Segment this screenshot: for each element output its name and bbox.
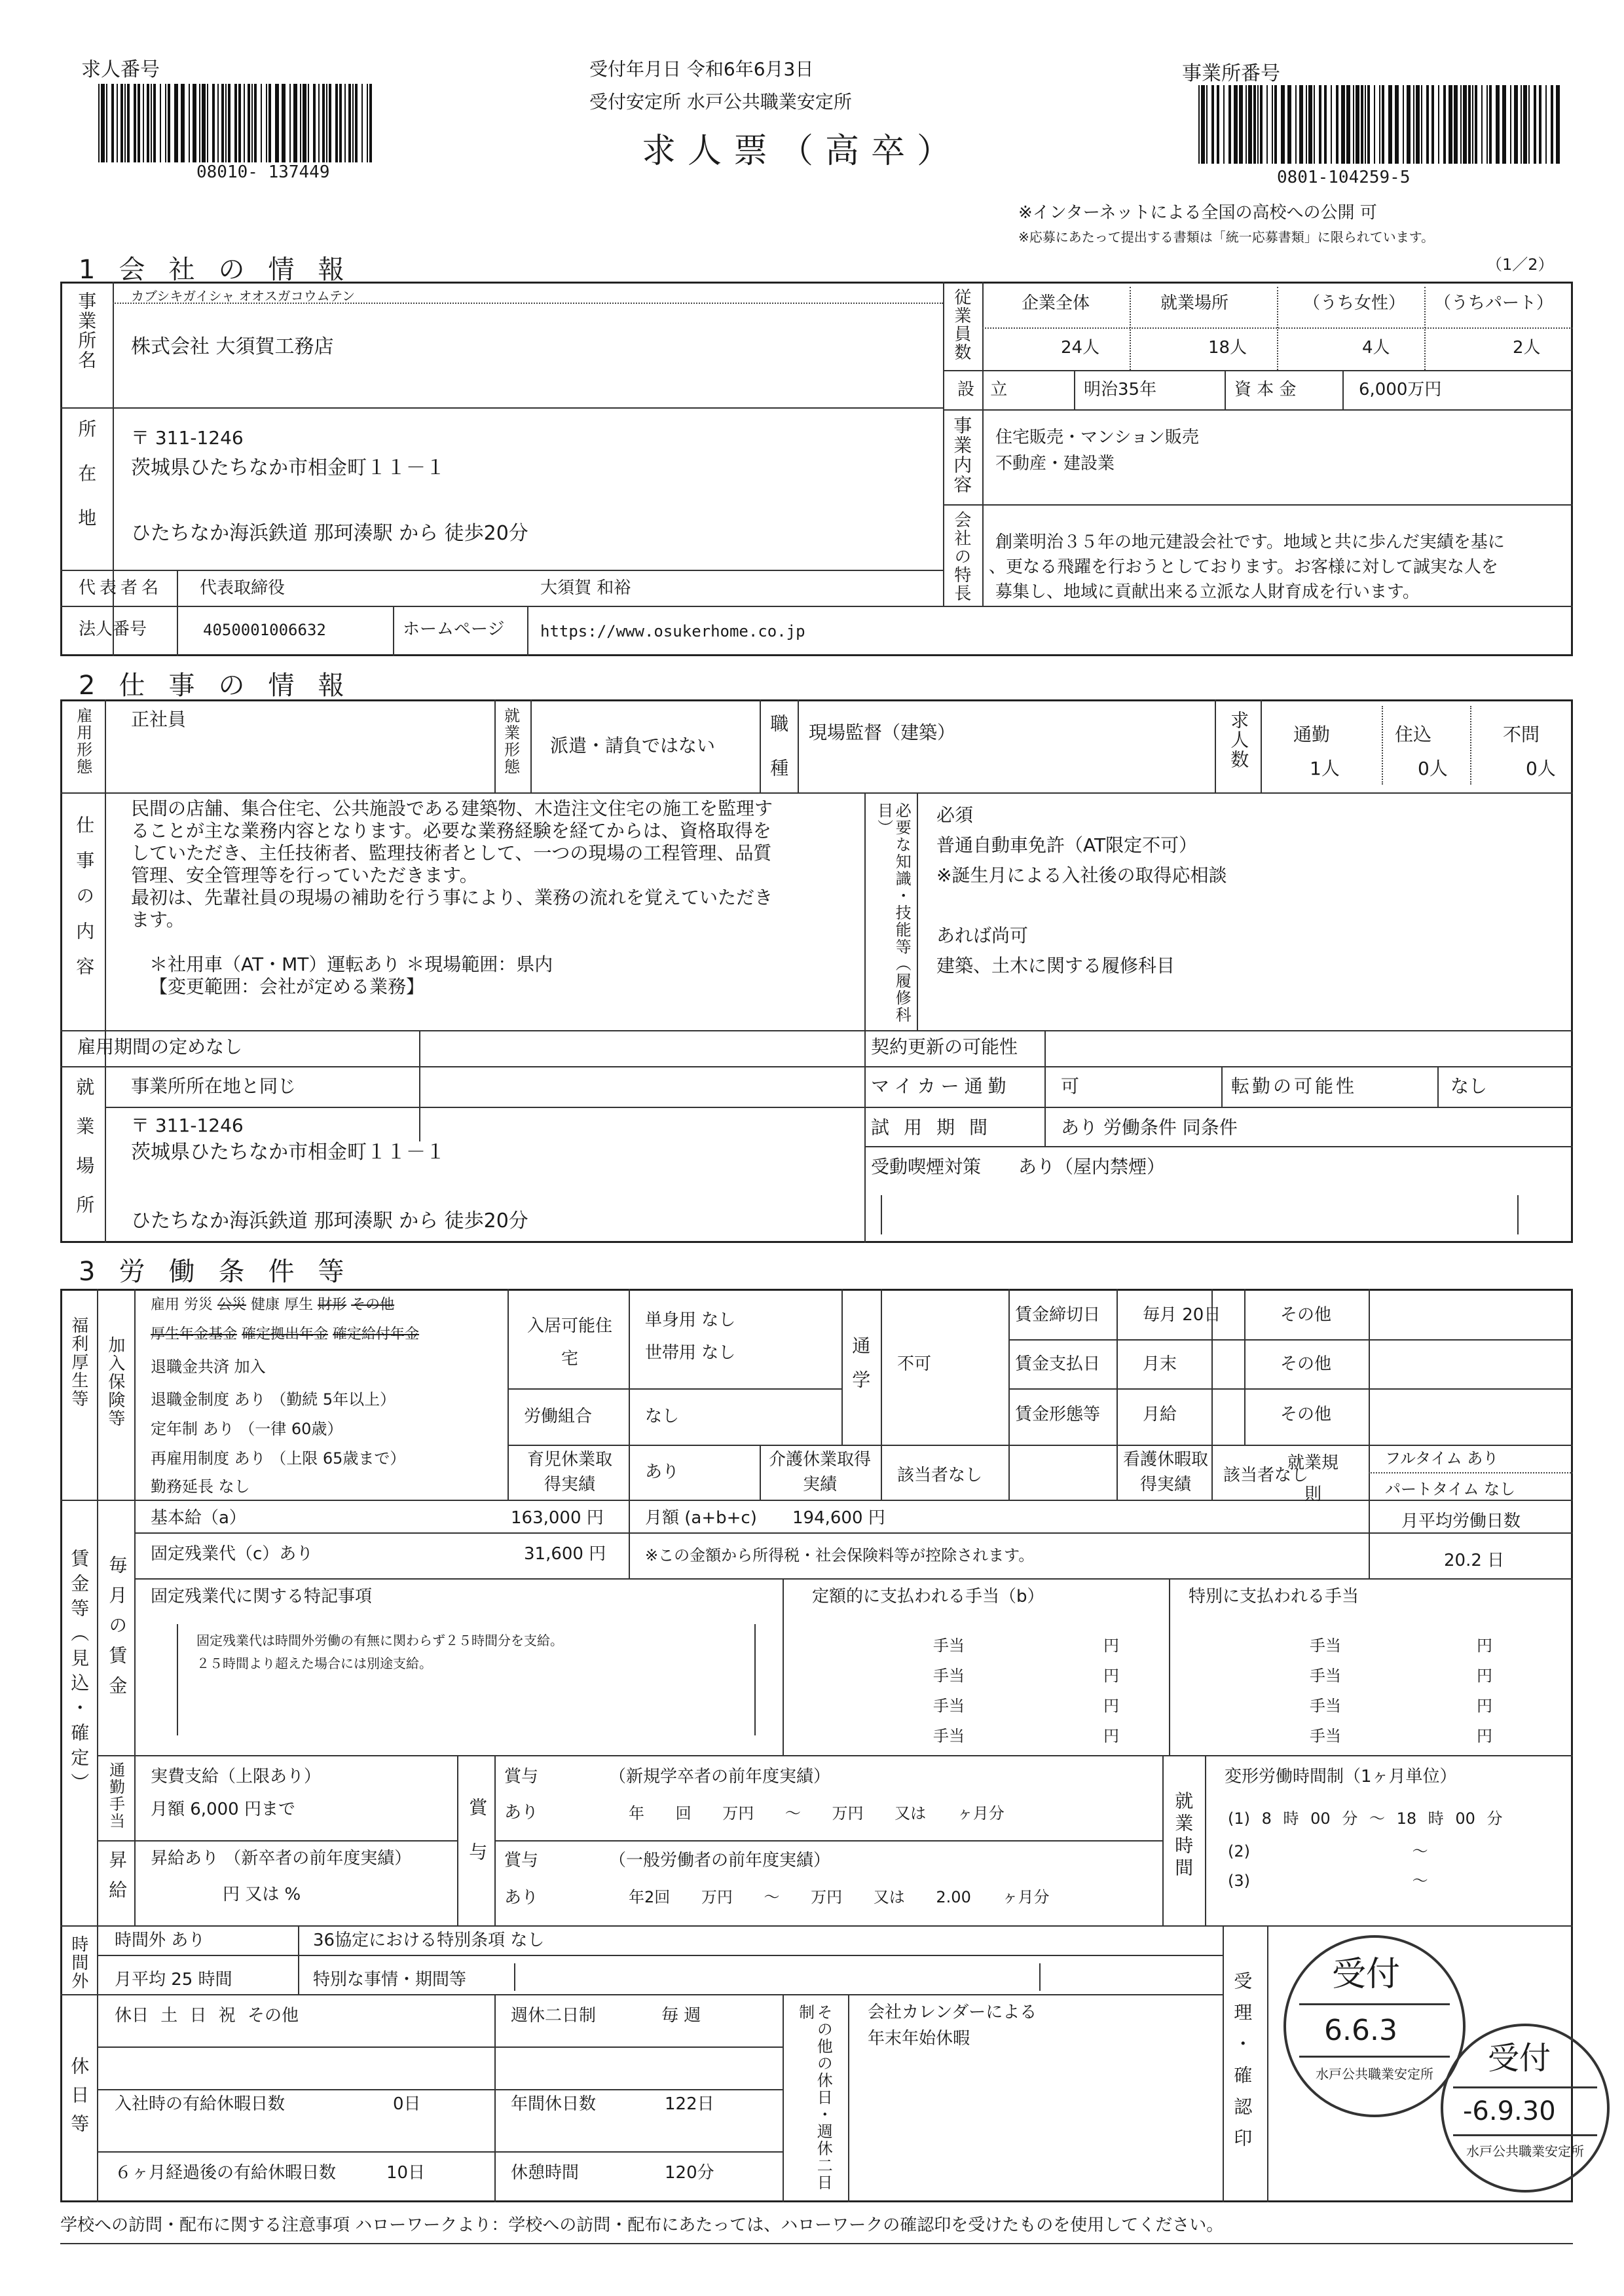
holidays: 休日 土 日 祝 その他: [115, 2006, 299, 2026]
workplace-postal: 〒 311-1246: [131, 1115, 244, 1136]
employment-type: 正社員: [131, 709, 187, 730]
address-label: 所在地: [75, 419, 98, 553]
company-access: ひたちなか海浜鉄道 那珂湊駅 から 徒歩20分: [131, 522, 528, 545]
smoking-note-bracket: [881, 1195, 1519, 1234]
skills-line: ※誕生月による入社後の取得応相談: [936, 864, 1227, 886]
welfare-label: 福利厚生等: [68, 1316, 88, 1408]
work-extension: 勤務延長 なし: [151, 1477, 250, 1496]
ins-rousai: 労災: [184, 1297, 213, 1313]
bonus-general-title: （一般労働者の前年度実績）: [609, 1851, 831, 1870]
bonus-new-status: あり: [504, 1803, 539, 1823]
stamp2-office: 水戸公共職業安定所: [1466, 2143, 1584, 2159]
ins-db: 確定給付年金: [333, 1326, 420, 1342]
emp-value-female: 4人: [1362, 338, 1390, 358]
job-number: 08010- 137449: [196, 162, 330, 182]
workplace: 事業所所在地と同じ: [131, 1075, 297, 1097]
emp-value-total: 24人: [1061, 338, 1100, 358]
duties-label: 仕事の内容: [73, 815, 96, 992]
duties-line: 民間の店舗、集合住宅、公共施設である建築物、木造注文住宅の施工を監理す: [131, 798, 773, 819]
fixed-overtime-label: 固定残業代（c）あり: [151, 1544, 314, 1564]
bonus-new-label: 賞与: [504, 1767, 539, 1787]
commute-allowance-2: 月額 6,000 円まで: [151, 1800, 295, 1819]
nursing-label: 介護休業取得実績: [768, 1450, 871, 1494]
company-kana: カブシキガイシャ オオスガコウムテン: [131, 288, 356, 304]
bonus-new-title: （新規学卒者の前年度実績）: [609, 1767, 831, 1787]
wage-form: 月給: [1143, 1405, 1177, 1424]
business-line-1: 住宅販売・マンション販売: [995, 428, 1199, 447]
insurance-row-2: [151, 1323, 419, 1343]
work-rules-part: パートタイム なし: [1385, 1480, 1516, 1498]
ins-other: その他: [351, 1297, 395, 1313]
work-form-label: 就業形態: [501, 707, 520, 775]
document-note: ※応募にあたって提出する書類は「統一応募書類」に限られています。: [1018, 229, 1435, 245]
company-name: 株式会社 大須賀工務店: [131, 335, 334, 358]
allowance-special-list: [1310, 1631, 1492, 1751]
special-circumstances-bracket: [514, 1963, 1041, 1991]
ins-zaikei: 財形: [318, 1297, 347, 1313]
ins-kousei: 厚生: [284, 1297, 314, 1313]
annual-holidays-label: 年間休日数: [511, 2094, 597, 2114]
break-time: 120分: [665, 2163, 714, 2183]
representative-name: 大須賀 和裕: [540, 578, 631, 598]
transfer-label: 転勤の可能性: [1231, 1075, 1357, 1097]
employees-label: 従業員数: [951, 288, 971, 361]
ins-pension-fund: 厚生年金基金: [151, 1326, 238, 1342]
commute-allowance-1: 実費支給（上限あり）: [151, 1767, 322, 1787]
six-month-leave: 10日: [386, 2163, 426, 2183]
emp-header-site: 就業場所: [1160, 293, 1229, 313]
care: 該当者なし: [1223, 1466, 1309, 1485]
avg-days-label: 月平均労働日数: [1401, 1511, 1521, 1531]
homepage-link[interactable]: https://www.osukerhome.co.jp: [540, 622, 805, 640]
office-number: 0801-104259-5: [1277, 168, 1411, 187]
base-pay: 163,000 円: [511, 1508, 604, 1528]
skills-line: あれば尚可: [936, 925, 1029, 946]
allowance-b-item: 手当 円: [933, 1727, 1119, 1745]
job-number-barcode: [98, 84, 380, 162]
employment-type-label: 雇用形態: [73, 707, 92, 775]
bonus-new-line: 年 回 万円 ～ 万円 又は ヶ月分: [629, 1804, 1005, 1823]
ins-kenkou: 健康: [251, 1297, 280, 1313]
working-hours-1: (1) 8 時 00 分 ～ 18 時 00 分: [1228, 1809, 1503, 1828]
working-hours-label: 就業時間: [1172, 1791, 1194, 1880]
annual-holidays: 122日: [665, 2094, 714, 2114]
company-name-label: 事業所名: [75, 291, 98, 370]
emp-value-site: 18人: [1208, 338, 1247, 358]
homepage-label: ホームページ: [403, 620, 505, 639]
allowance-b-label: 定額的に支払われる手当（b）: [812, 1587, 1044, 1606]
duties-line: 最初は、先輩社員の現場の補助を行う事により、業務の流れを覚えていただき: [131, 887, 773, 908]
established-label: 設 立: [957, 380, 1013, 399]
retirement-mutual: 退職金共済 加入: [151, 1358, 266, 1376]
stamp2-date: -6.9.30: [1463, 2096, 1556, 2126]
monthly-total: 194,600 円: [792, 1508, 885, 1528]
workplace-label: 就業場所: [73, 1077, 96, 1234]
smoking: あり（屋内禁煙）: [1018, 1156, 1166, 1177]
contract-renewal-label: 契約更新の可能性: [871, 1036, 1018, 1058]
monthly-total-label: 月額 (a+b+c): [645, 1508, 757, 1528]
work-rules-label: 就業規則: [1287, 1453, 1338, 1504]
raise-2: 円 又は %: [223, 1885, 301, 1904]
rehire-system: 再雇用制度 あり （上限 65歳まで）: [151, 1449, 406, 1468]
receipt-stamp-2: [1441, 2024, 1610, 2193]
work-rules-full: フルタイム あり: [1385, 1449, 1499, 1468]
union-label: 労働組合: [524, 1407, 593, 1426]
base-pay-label: 基本給（a）: [151, 1508, 246, 1528]
wage-form-other: その他: [1280, 1405, 1332, 1424]
six-month-leave-label: ６ヶ月経過後の有給休暇日数: [115, 2163, 337, 2183]
allowance-special-item: 手当 円: [1310, 1637, 1492, 1655]
school: 不可: [897, 1354, 932, 1374]
holiday-label: 休日等: [68, 2056, 90, 2143]
internet-note: ※インターネットによる全国の高校への公開 可: [1018, 203, 1377, 223]
care-label: 看護休暇取得実績: [1123, 1450, 1209, 1494]
stamp1-date: 6.6.3: [1324, 2014, 1397, 2047]
openings-value-livein: 0人: [1418, 758, 1448, 779]
avg-days: 20.2 日: [1444, 1551, 1505, 1570]
emp-header-total: 企業全体: [1022, 293, 1090, 313]
wage-label: 賃金等（見込・確定）: [68, 1549, 90, 1798]
allowance-b-item: 手当 円: [933, 1697, 1119, 1715]
feature-line-1: 創業明治３５年の地元建設会社です。地域と共に歩んだ実績を基に: [995, 532, 1505, 552]
duties-line: していただき、主任技術者、監理技術者として、一つの現場の工程管理、品質: [131, 842, 772, 864]
representative-label: 代表者名: [79, 578, 163, 598]
skills-line: 必須: [936, 804, 974, 826]
receipt-label: 受理・確認印: [1231, 1971, 1253, 2160]
receipt-stamp-1: [1283, 1935, 1466, 2117]
overtime: 時間外 あり: [115, 1931, 206, 1950]
paid-leave: 0日: [393, 2094, 421, 2114]
openings-header-commute: 通勤: [1293, 724, 1331, 745]
trial: あり 労働条件 同条件: [1061, 1117, 1238, 1138]
allowance-b-item: 手当 円: [933, 1637, 1119, 1655]
employment-period: 雇用期間の定めなし: [77, 1036, 243, 1058]
skills-label: 必要な知識・技能等（履修科目）: [874, 802, 912, 1024]
company-postal: 〒 311-1246: [131, 427, 244, 449]
retirement-age: 定年制 あり （一律 60歳）: [151, 1420, 343, 1438]
section2-title: 2仕事の情報: [79, 671, 368, 701]
housing-family: 世帯用 なし: [645, 1343, 736, 1363]
other-holiday-label: その他の休日・週休二日制: [796, 2004, 833, 2191]
retirement-system: 退職金制度 あり （勤続 5年以上）: [151, 1390, 396, 1409]
stamp2-title: 受付: [1488, 2040, 1551, 2077]
openings-header-any: 不問: [1503, 724, 1540, 745]
two-day-label: 週休二日制: [511, 2006, 597, 2026]
representative-title: 代表取締役: [200, 578, 286, 598]
skills-line: 普通自動車免許（AT限定不可）: [936, 834, 1198, 856]
insurance-row-1: [151, 1293, 394, 1314]
car-commute: 可: [1061, 1075, 1080, 1097]
duties-line: [131, 931, 773, 954]
ins-kousai: 公災: [217, 1297, 247, 1313]
transfer: なし: [1450, 1075, 1488, 1097]
payday-other: その他: [1280, 1354, 1332, 1374]
capital-label: 資 本 金: [1234, 380, 1297, 399]
workplace-access: ひたちなか海浜鉄道 那珂湊駅 から 徒歩20分: [131, 1210, 528, 1232]
commute-allowance-label: 通勤手当: [106, 1762, 125, 1830]
duties-line: 管理、安全管理等を行っていただきます。: [131, 864, 478, 886]
emp-header-female: （うち女性）: [1303, 293, 1406, 313]
bonus-general-label: 賞与: [504, 1851, 539, 1870]
break-time-label: 休憩時間: [511, 2163, 580, 2183]
section1-title: 1会社の情報: [79, 255, 368, 285]
car-commute-label: マイカー通勤: [871, 1075, 1012, 1097]
school-label: 通学: [849, 1336, 872, 1404]
job-number-label: 求人番号: [81, 58, 160, 81]
fixed-ot-note-2: ２５時間より超えた場合には別途支給。: [196, 1656, 432, 1671]
payday-label: 賃金支払日: [1015, 1354, 1101, 1374]
duties-line: 【変更範囲：会社が定める業務】: [149, 976, 425, 997]
fixed-overtime: 31,600 円: [524, 1544, 606, 1564]
overtime-label: 時間外: [68, 1935, 88, 1990]
bonus-label: 賞与: [466, 1798, 489, 1887]
skills-line: [936, 891, 1227, 921]
established: 明治35年: [1084, 380, 1157, 399]
office-number-label: 事業所番号: [1182, 62, 1280, 85]
received-date: 受付年月日 令和6年6月3日: [589, 58, 814, 80]
document-title: 求人票（高卒）: [642, 132, 963, 171]
raise-1: 昇給あり （新卒者の前年度実績）: [151, 1849, 412, 1868]
special-agreement: 36協定における特別条項 なし: [313, 1931, 545, 1950]
bonus-general-line: 年2回 万円 ～ 万円 又は 2.00 ヶ月分: [629, 1888, 1050, 1906]
capital: 6,000万円: [1359, 380, 1442, 399]
duties-line: ＊社用車（AT・MT）運転あり ＊現場範囲：県内: [149, 954, 553, 975]
closing-day: 毎月 20日: [1143, 1305, 1221, 1325]
calendar-2: 年末年始休暇: [868, 2029, 970, 2048]
monthly-wage-label: 毎月の賃金: [106, 1555, 128, 1706]
emp-value-part: 2人: [1513, 338, 1541, 358]
allowance-b-list: [933, 1631, 1119, 1751]
feature-label: 会社の特長: [951, 511, 971, 602]
occupation: 現場監督（建築）: [809, 722, 956, 743]
footer-note: 学校への訪問・配布に関する注意事項 ハローワークより：学校への訪問・配布にあたっては、ハローワークの確認印を受けたものを使用してください。: [60, 2215, 1224, 2235]
paid-leave-label: 入社時の有給休暇日数: [115, 2094, 286, 2114]
openings-value-commute: 1人: [1310, 758, 1340, 779]
overtime-average: 月平均 25 時間: [115, 1970, 232, 1990]
allowance-special-item: 手当 円: [1310, 1727, 1492, 1745]
occupation-label: 職種: [767, 714, 790, 803]
emp-header-part: （うちパート）: [1434, 293, 1554, 313]
duties-list: [131, 798, 773, 998]
page-indicator: （1／2）: [1486, 255, 1554, 274]
openings-value-any: 0人: [1526, 758, 1556, 779]
business-label: 事業内容: [951, 416, 973, 494]
openings-header-livein: 住込: [1395, 724, 1432, 745]
housing-single: 単身用 なし: [645, 1310, 736, 1330]
wage-form-label: 賃金形態等: [1015, 1405, 1101, 1424]
housing-label: 入居可能住宅: [526, 1316, 612, 1369]
nursing: 該当者なし: [897, 1466, 983, 1485]
received-office: 受付安定所 水戸公共職業安定所: [589, 91, 852, 113]
calendar-1: 会社カレンダーによる: [868, 2003, 1037, 2022]
working-hours-3: (3) ～: [1228, 1872, 1428, 1890]
duties-line: ます。: [131, 909, 185, 931]
feature-line-3: 募集し、地域に貢献出来る立派な人財育成を行います。: [995, 582, 1420, 602]
ins-koyou: 雇用: [151, 1297, 180, 1313]
childcare: あり: [645, 1462, 680, 1482]
two-day: 毎 週: [661, 2006, 701, 2026]
fixed-ot-note-label: 固定残業代に関する特記事項: [151, 1587, 373, 1606]
allowance-b-item: 手当 円: [933, 1667, 1119, 1685]
bonus-general-status: あり: [504, 1888, 539, 1908]
allowance-special-label: 特別に支払われる手当: [1189, 1587, 1359, 1606]
insurance-label: 加入保険等: [105, 1336, 125, 1428]
openings-label: 求人数: [1228, 711, 1250, 769]
duties-line: ることが主な業務内容となります。必要な業務経験を経てからは、資格取得を: [131, 820, 771, 842]
payday: 月末: [1143, 1354, 1177, 1374]
allowance-special-item: 手当 円: [1310, 1667, 1492, 1685]
ins-dc: 確定拠出年金: [242, 1326, 329, 1342]
union: なし: [645, 1407, 680, 1426]
corp-number: 4050001006632: [203, 621, 326, 639]
corp-number-label: 法人番号: [79, 620, 147, 639]
raise-label: 昇給: [106, 1850, 128, 1910]
working-hours-2: (2) ～: [1228, 1842, 1428, 1861]
working-hours-title: 変形労働時間制（1ヶ月単位）: [1225, 1767, 1457, 1787]
feature-line-2: 、更なる飛躍を行おうとしております。お客様に対して誠実な人を: [989, 557, 1498, 577]
childcare-label: 育児休業取得実績: [526, 1450, 612, 1494]
closing-other: その他: [1280, 1305, 1332, 1325]
deduction-note: ※この金額から所得税・社会保険料等が控除されます。: [645, 1546, 1035, 1565]
work-form: 派遣・請負ではない: [550, 735, 716, 756]
business-line-2: 不動産・建設業: [995, 454, 1115, 473]
skills-list: [936, 800, 1227, 981]
office-number-barcode: [1198, 85, 1565, 164]
closing-day-label: 賃金締切日: [1015, 1305, 1101, 1325]
stamp1-title: 受付: [1332, 1955, 1401, 1994]
skills-line: 建築、土木に関する履修科目: [936, 955, 1175, 976]
trial-label: 試用期間: [871, 1117, 1003, 1138]
fixed-ot-note-1: 固定残業代は時間外労働の有無に関わらず２５時間分を支給。: [196, 1633, 563, 1648]
section3-title: 3労働条件等: [79, 1257, 368, 1287]
smoking-label: 受動喫煙対策: [871, 1156, 982, 1177]
allowance-special-item: 手当 円: [1310, 1697, 1492, 1715]
stamp1-office: 水戸公共職業安定所: [1316, 2066, 1433, 2082]
workplace-address: 茨城県ひたちなか市相金町１１－１: [131, 1141, 445, 1164]
company-address: 茨城県ひたちなか市相金町１１－１: [131, 456, 445, 479]
special-circumstances-label: 特別な事情・期間等: [313, 1970, 467, 1990]
